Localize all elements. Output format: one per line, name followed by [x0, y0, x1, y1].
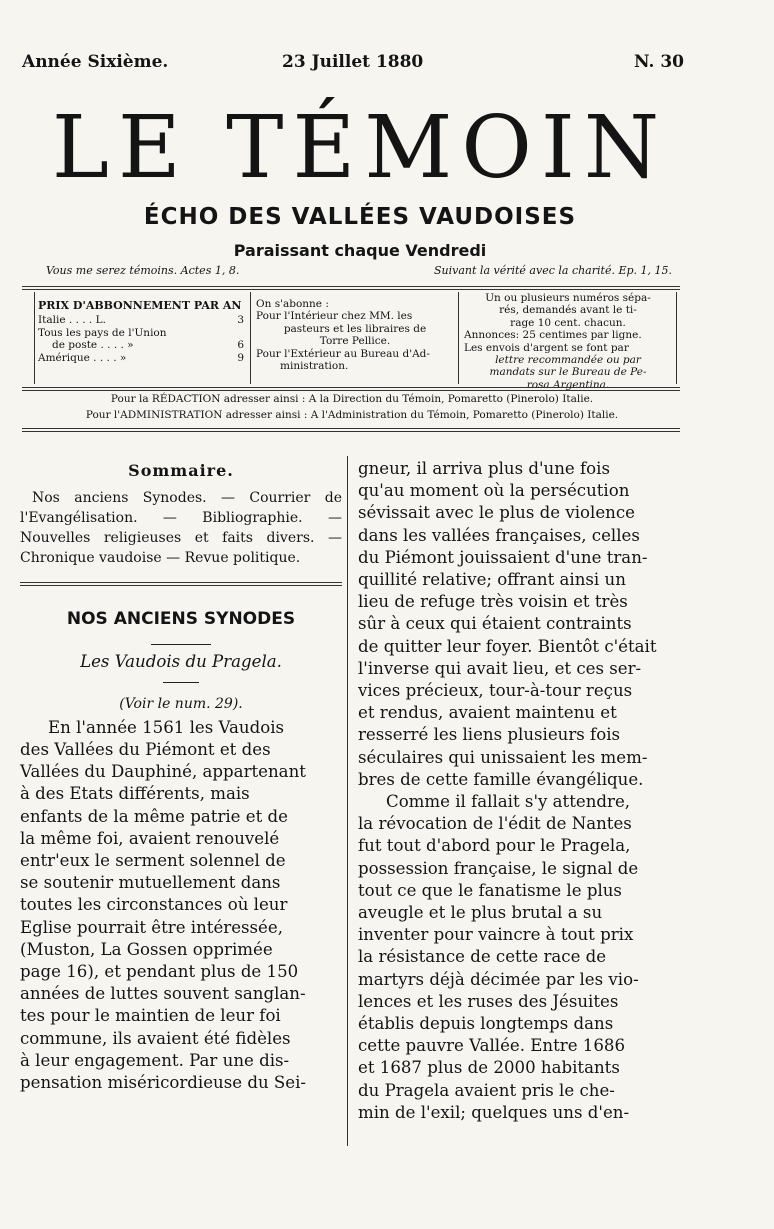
article-body-left [20, 717, 342, 1094]
text-line: gneur, il arriva plus d'une fois [358, 459, 610, 478]
text-line: lences et les ruses des Jésuites [358, 991, 619, 1011]
text-line: pensation miséricordieuse du Sei- [20, 1073, 307, 1093]
subscription-notes: Un ou plusieurs numéros sépa- rés, demandés avant le ti- rage 10 cent. chacun. Annonces: 25 centimes par ligne. Les envois d'argent se font par lettre recommandée ou par mandats sur le Bureau de Pe- rosa Argentina. [464, 292, 651, 391]
subscription-prices [38, 300, 244, 364]
text-line: et 1687 plus de 2000 habitants [358, 1058, 620, 1078]
price-row: Italie . . . . L. 3 [38, 314, 244, 327]
sub-short-rule [163, 682, 199, 683]
text-line: et rendus, avaient maintenu et [358, 703, 617, 723]
subscription-where: On s'abonne : Pour l'Intérieur chez MM. les pasteurs et les libraires de Torre Pellice. Pour l'Extérieur au Bureau d'Ad- ministration. [256, 298, 430, 373]
box-right-rule [676, 292, 677, 384]
text-line: inventer pour vaincre à tout prix [358, 925, 634, 945]
text-line: En l'année 1561 les Vaudois [48, 717, 285, 737]
text-line: années de luttes souvent sanglan- [20, 984, 306, 1004]
issue-number: N. 30 [634, 52, 684, 72]
sommaire-heading: Sommaire. [128, 461, 234, 480]
article-reference: (Voir le num. 29). [119, 695, 243, 712]
issue-date: 23 Juillet 1880 [282, 52, 424, 72]
right-column [358, 458, 682, 1124]
text-line: Comme il fallait s'y attendre, [386, 792, 631, 812]
text-line: toutes les circonstances où leur [20, 895, 288, 915]
text-line: martyrs déjà décimée par les vio- [358, 969, 639, 989]
newspaper-subtitle: ÉCHO DES VALLÉES VAUDOISES [143, 204, 577, 230]
year-label: Année Sixième. [22, 52, 169, 72]
text-line: se soutenir mutuellement dans [20, 873, 281, 893]
text-line: Vallées du Dauphiné, appartenant [20, 762, 306, 782]
text-line: fut tout d'abord pour le Pragela, [358, 836, 631, 856]
box-divider-2 [458, 292, 459, 384]
text-line: du Piémont jouissaient d'une tran- [358, 547, 648, 567]
text-line: bres de cette famille évangélique. [358, 769, 644, 789]
article-heading: NOS ANCIENS SYNODES [66, 609, 296, 630]
text-line: cette pauvre Vallée. Entre 1686 [358, 1036, 626, 1056]
price-row: de poste . . . . » 6 [52, 339, 244, 352]
column-divider [347, 456, 348, 1146]
text-line: à des Etats différents, mais [20, 784, 250, 804]
text-line: Eglise pourrait être intéressée, [20, 917, 283, 937]
address-bottom-rule-2 [22, 431, 680, 432]
address-redaction: Pour la RÉDACTION adresser ainsi : A la Direction du Témoin, Pomaretto (Pinerolo) Italie. [110, 393, 594, 405]
left-column [20, 460, 342, 1094]
box-divider-1 [250, 292, 251, 384]
text-line: la résistance de cette race de [358, 947, 607, 967]
subscription-heading: PRIX D'ABBONNEMENT PAR AN [38, 299, 242, 312]
box-bottom-rule [22, 387, 680, 388]
heading-short-rule [151, 644, 211, 645]
article-subheading: Les Vaudois du Pragela. [80, 652, 282, 672]
text-line: possession française, le signal de [358, 858, 639, 878]
masthead-line [22, 52, 684, 76]
section-rule-2 [20, 585, 342, 586]
text-line: vices précieux, tour-à-tour reçus [358, 681, 633, 701]
motto-left: Vous me serez témoins. Actes 1, 8. [46, 264, 240, 277]
section-rule [20, 582, 342, 583]
address-administration: Pour l'ADMINISTRATION adresser ainsi : A l'Administration du Témoin, Pomaretto (Pinerolo) Italie. [85, 409, 619, 421]
text-line: la même foi, avaient renouvelé [20, 828, 280, 848]
text-line: commune, ils avaient été fidèles [20, 1028, 291, 1048]
text-line: de quitter leur foyer. Bientôt c'était [358, 636, 657, 656]
text-line: resserré les liens plusieurs fois [358, 725, 621, 745]
text-line: lieu de refuge très voisin et très [358, 592, 628, 612]
text-line: (Muston, La Gossen opprimée [20, 939, 273, 959]
text-line: l'inverse qui avait lieu, et ces ser- [358, 658, 642, 678]
text-line: quillité relative; offrant ainsi un [358, 570, 626, 590]
text-line: min de l'exil; quelques uns d'en- [358, 1102, 630, 1122]
text-line: entr'eux le serment solennel de [20, 851, 286, 871]
newspaper-title: LE TÉMOIN [51, 98, 669, 198]
text-line: du Pragela avaient pris le che- [358, 1080, 615, 1100]
box-top-rule [22, 286, 680, 287]
box-bottom-rule-2 [22, 390, 680, 391]
address-bottom-rule [22, 428, 680, 429]
text-line: sûr à ceux qui étaient contraints [358, 614, 632, 634]
mottos [46, 264, 672, 277]
price-row: Tous les pays de l'Union [38, 326, 167, 339]
text-line: à leur engagement. Par une dis- [20, 1050, 290, 1070]
text-line: enfants de la même patrie et de [20, 806, 288, 826]
text-line: la révocation de l'édit de Nantes [358, 814, 632, 834]
motto-right: Suivant la vérité avec la charité. Ep. 1, 15. [434, 264, 672, 277]
text-line: des Vallées du Piémont et des [20, 740, 271, 760]
text-line: sévissait avec le plus de violence [358, 503, 635, 523]
sommaire-text: Nos anciens Synodes. — Courrier de l'Evangélisation. — Bibliographie. — Nouvelles religieuses et faits divers. — Chronique vaudoise — Revue politique. [20, 490, 342, 567]
text-line: tes pour le maintien de leur foi [20, 1006, 281, 1026]
box-left-rule [34, 292, 35, 384]
text-line: tout ce que le fanatisme le plus [358, 880, 622, 900]
text-line: page 16), et pendant plus de 150 [20, 962, 299, 982]
price-row: Amérique . . . . » 9 [38, 351, 244, 364]
text-line: séculaires qui unissaient les mem- [358, 747, 648, 767]
text-line: dans les vallées françaises, celles [358, 525, 640, 545]
text-line: aveugle et le plus brutal a su [358, 903, 603, 923]
publication-frequency: Paraissant chaque Vendredi [233, 241, 487, 260]
box-top-rule-2 [22, 289, 680, 290]
text-line: établis depuis longtemps dans [358, 1014, 614, 1034]
text-line: qu'au moment où la persécution [358, 481, 630, 501]
